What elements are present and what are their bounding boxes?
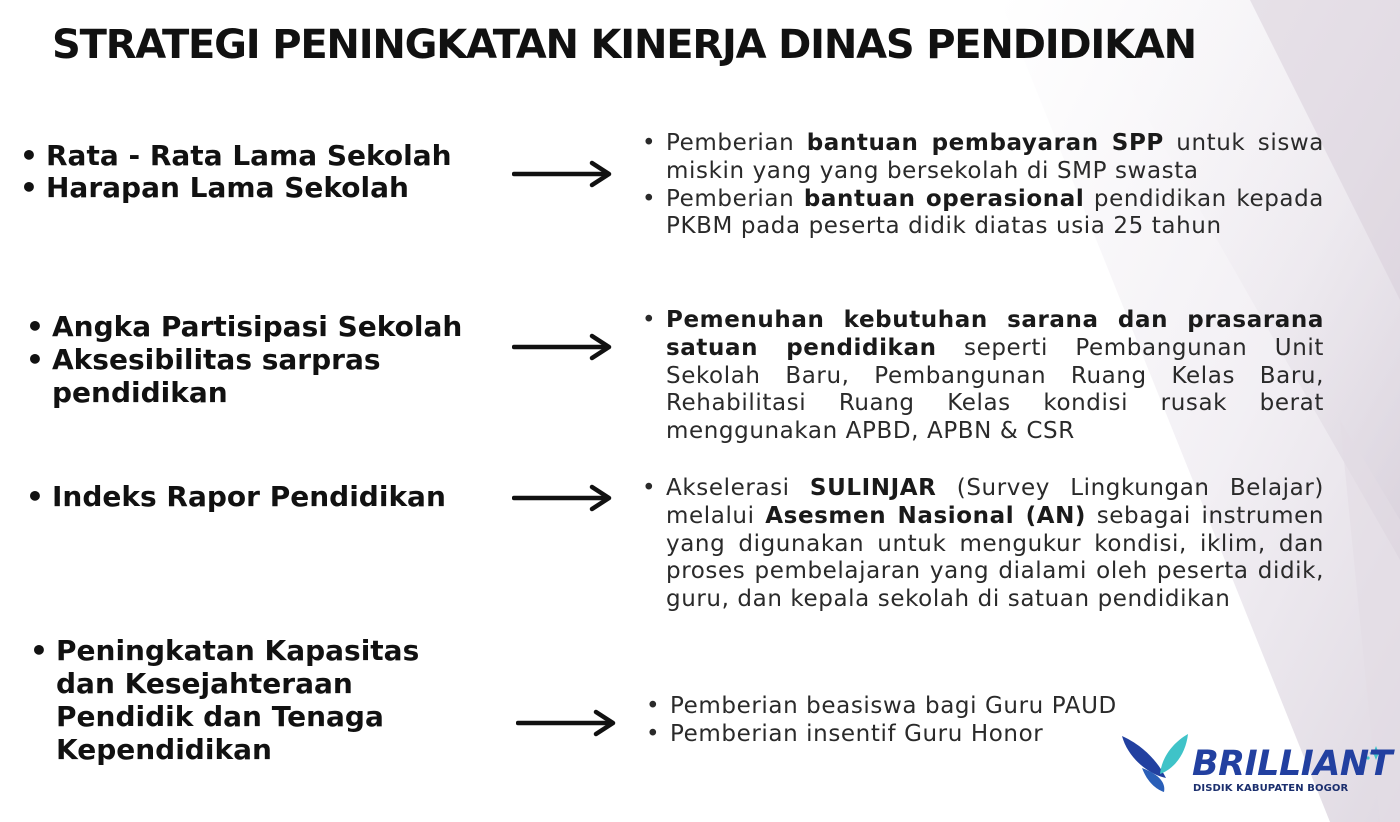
- arrow-right-icon: [516, 708, 616, 738]
- body-text: Pemberian: [666, 185, 804, 212]
- emphasis-text: bantuan pembayaran SPP: [806, 130, 1164, 156]
- arrow-right-icon: [512, 483, 612, 513]
- indicator-item: • Indeks Rapor Pendidikan: [26, 480, 496, 513]
- indicator-group-4: [30, 634, 450, 766]
- strategy-group-3: [640, 475, 1324, 614]
- body-text: seperti Pembangunan Unit Sekolah Baru, Pembangunan Ruang Kelas Baru, Rehabilitasi Ruang Kelas kondisi rusak berat menggunakan APBD, APBN & CSR: [666, 334, 1324, 445]
- emphasis-text: SULINJAR: [809, 475, 937, 501]
- body-text: sebagai instrumen yang digunakan untuk mengukur kondisi, iklim, dan proses pembelajaran yang dialami oleh peserta didik, guru, dan kepala sekolah di satuan pendidikan: [666, 502, 1324, 613]
- body-text: Pemberian insentif Guru Honor: [670, 720, 1044, 747]
- strategy-group-1: [640, 130, 1324, 241]
- indicator-group-2: [26, 310, 496, 409]
- indicator-item: • Angka Partisipasi Sekolah: [26, 310, 496, 343]
- strategy-item: [640, 186, 1324, 242]
- emphasis-text: Asesmen Nasional (AN): [765, 502, 1087, 529]
- body-text: untuk siswa miskin yang yang bersekolah di SMP swasta: [666, 130, 1325, 184]
- indicator-item: • Peningkatan Kapasitas dan Kesejahteraan Pendidik dan Tenaga Kependidikan: [30, 634, 450, 766]
- strategy-item: [640, 307, 1324, 446]
- emphasis-text: bantuan operasional: [803, 185, 1085, 212]
- arrow-right-icon: [512, 159, 612, 189]
- strategy-group-2: [640, 307, 1324, 446]
- body-text: Pemberian beasiswa bagi Guru PAUD: [670, 693, 1117, 719]
- logo-wordmark: BRILLIANT: [1192, 744, 1393, 784]
- logo-subtitle: DISDIK KABUPATEN BOGOR: [1193, 783, 1349, 794]
- indicator-group-3: [26, 480, 496, 513]
- strategy-item: [644, 693, 1204, 721]
- body-text: Akselerasi: [666, 475, 810, 501]
- emphasis-text: Pemenuhan kebutuhan sarana dan prasarana satuan pendidikan: [666, 307, 1324, 361]
- strategy-item: [640, 475, 1324, 614]
- indicator-item: • Harapan Lama Sekolah: [20, 172, 490, 204]
- indicator-item: • Aksesibilitas sarpras pendidikan: [26, 343, 496, 409]
- arrow-right-icon: [512, 332, 612, 362]
- body-text: Pemberian: [666, 130, 807, 156]
- page-title: STRATEGI PENINGKATAN KINERJA DINAS PENDIDIKAN: [52, 22, 1196, 68]
- indicator-group-1: [20, 140, 490, 204]
- body-text: pendidikan kepada PKBM pada peserta didik diatas usia 25 tahun: [666, 185, 1324, 240]
- body-text: (Survey Lingkungan Belajar) melalui: [666, 475, 1324, 529]
- strategy-item: [640, 130, 1324, 186]
- indicator-item: • Rata - Rata Lama Sekolah: [20, 140, 490, 172]
